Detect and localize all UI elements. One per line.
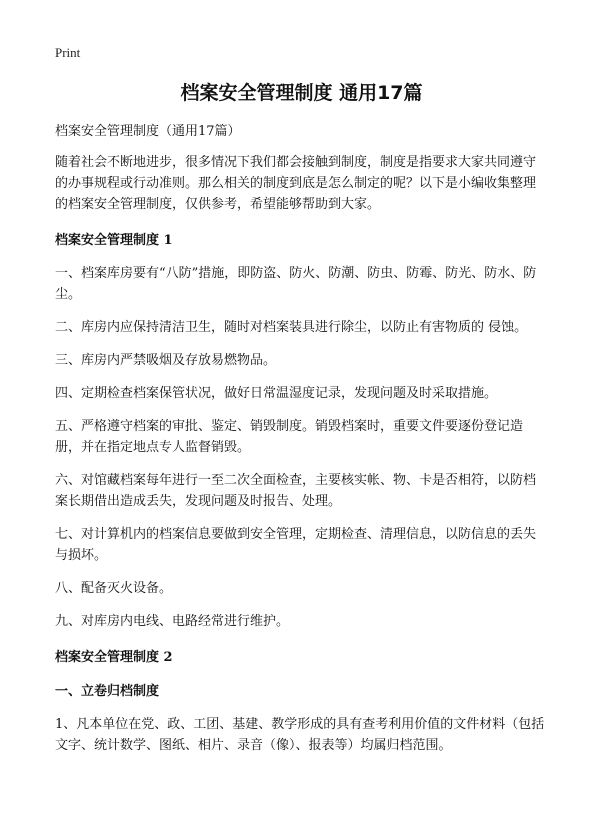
section-2-subheading: 一、立卷归档制度	[55, 684, 160, 699]
section-1-item: 四、定期检查档案保管状况，做好日常温湿度记录，发现问题及时采取措施。	[55, 386, 498, 401]
document-title: 档案安全管理制度 通用17篇	[180, 82, 423, 104]
intro-paragraph: 随着社会不断地进步，很多情况下我们都会接触到制度，制度是指要求大家共同遵守的办事规程或行动准则。那么相关的制度到底是怎么制定的呢？以下是小编收集整理的档案安全管理制度，仅供参考，希望能够帮助到大家。	[55, 155, 537, 212]
document-subtitle: 档案安全管理制度（通用17篇）	[55, 124, 241, 139]
section-1-heading: 档案安全管理制度 1	[55, 233, 173, 248]
section-2-item: 1、凡本单位在党、政、工团、基建、教学形成的具有查考利用价值的文件材料（包括文字、统计数学、图纸、相片、录音（像）、报表等）均属归档范围。	[55, 717, 545, 753]
section-2-heading: 档案安全管理制度 2	[55, 650, 173, 665]
section-1-item: 九、对库房内电线、电路经常进行维护。	[55, 614, 290, 629]
section-1-item: 五、严格遵守档案的审批、鉴定、销毁制度。销毁档案时，重要文件要逐份登记造册，并在指定地点专人监督销毁。	[55, 419, 524, 455]
section-1-item: 八、配备灭火设备。	[55, 581, 173, 596]
section-1-item: 六、对馆藏档案每年进行一至二次全面检查，主要核实帐、物、卡是否相符，以防档案长期借出造成丢失，发现问题及时报告、处理。	[55, 473, 537, 509]
section-1-item: 二、库房内应保持清洁卫生，随时对档案装具进行除尘，以防止有害物质的 侵蚀。	[55, 320, 528, 335]
section-1-item: 一、档案库房要有“八防”措施，即防盗、防火、防潮、防虫、防霉、防光、防水、防尘。	[55, 266, 537, 302]
section-1-item: 三、库房内严禁吸烟及存放易燃物品。	[55, 353, 277, 368]
section-1-item: 七、对计算机内的档案信息要做到安全管理，定期检查、清理信息，以防信息的丢失与损坏。	[55, 527, 537, 563]
print-label[interactable]: Print	[55, 45, 81, 60]
